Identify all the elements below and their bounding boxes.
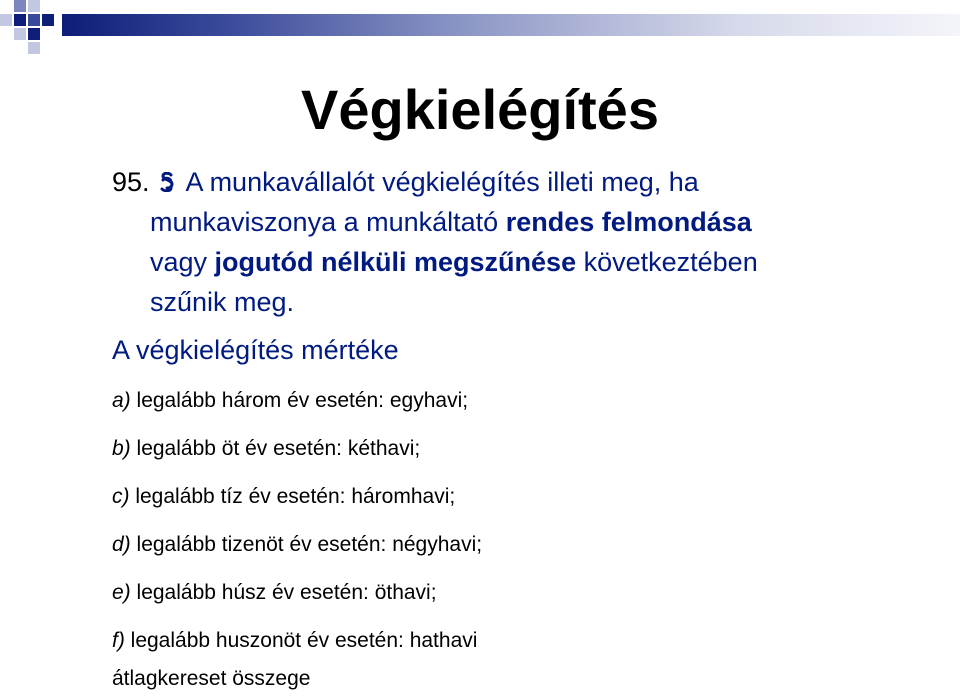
list-item: f) legalább huszonöt év esetén: hathavi <box>112 629 478 652</box>
decor-square <box>14 28 26 40</box>
average-earnings-line: átlagkereset összege <box>112 667 311 690</box>
decor-square <box>0 14 12 26</box>
paragraph-bold-2: jogutód nélküli megszűnése <box>214 247 577 277</box>
list-item: a) legalább három év esetén: egyhavi; <box>112 389 469 412</box>
decor-square <box>42 14 54 26</box>
decor-square <box>14 14 26 26</box>
paragraph-line-3 <box>112 242 932 282</box>
decor-square <box>28 42 40 54</box>
paragraph-95 <box>112 162 932 322</box>
paragraph-line-4 <box>112 282 932 322</box>
header-gradient-bar <box>62 14 960 36</box>
header-decoration <box>0 0 960 60</box>
paragraph-bold-1: rendes felmondása <box>505 207 752 237</box>
section-bullet-icon <box>158 172 176 192</box>
paragraph-line-2 <box>112 202 932 242</box>
paragraph-text-3: vagy <box>150 247 215 277</box>
slide-title: Végkielégítés <box>301 78 659 141</box>
paragraph-text-4: következtében <box>576 247 758 277</box>
list-item: c) legalább tíz év esetén: háromhavi; <box>112 485 456 508</box>
severance-rate-heading: A végkielégítés mértéke <box>112 335 399 365</box>
decor-square <box>28 28 40 40</box>
paragraph-text-5: szűnik meg. <box>150 287 295 317</box>
decor-square <box>28 14 40 26</box>
list-item: e) legalább húsz év esetén: öthavi; <box>112 581 437 604</box>
paragraph-number: 95. <box>112 167 150 197</box>
severance-list <box>112 377 932 665</box>
list-item: d) legalább tizenöt év esetén: négyhavi; <box>112 533 483 556</box>
paragraph-text-2: munkaviszonya a munkáltató <box>150 207 506 237</box>
paragraph-text-1: A munkavállalót végkielégítés illeti meg, ha <box>185 167 699 197</box>
list-item: b) legalább öt év esetén: kéthavi; <box>112 437 421 460</box>
decor-square <box>28 0 40 12</box>
decor-square <box>14 0 26 12</box>
